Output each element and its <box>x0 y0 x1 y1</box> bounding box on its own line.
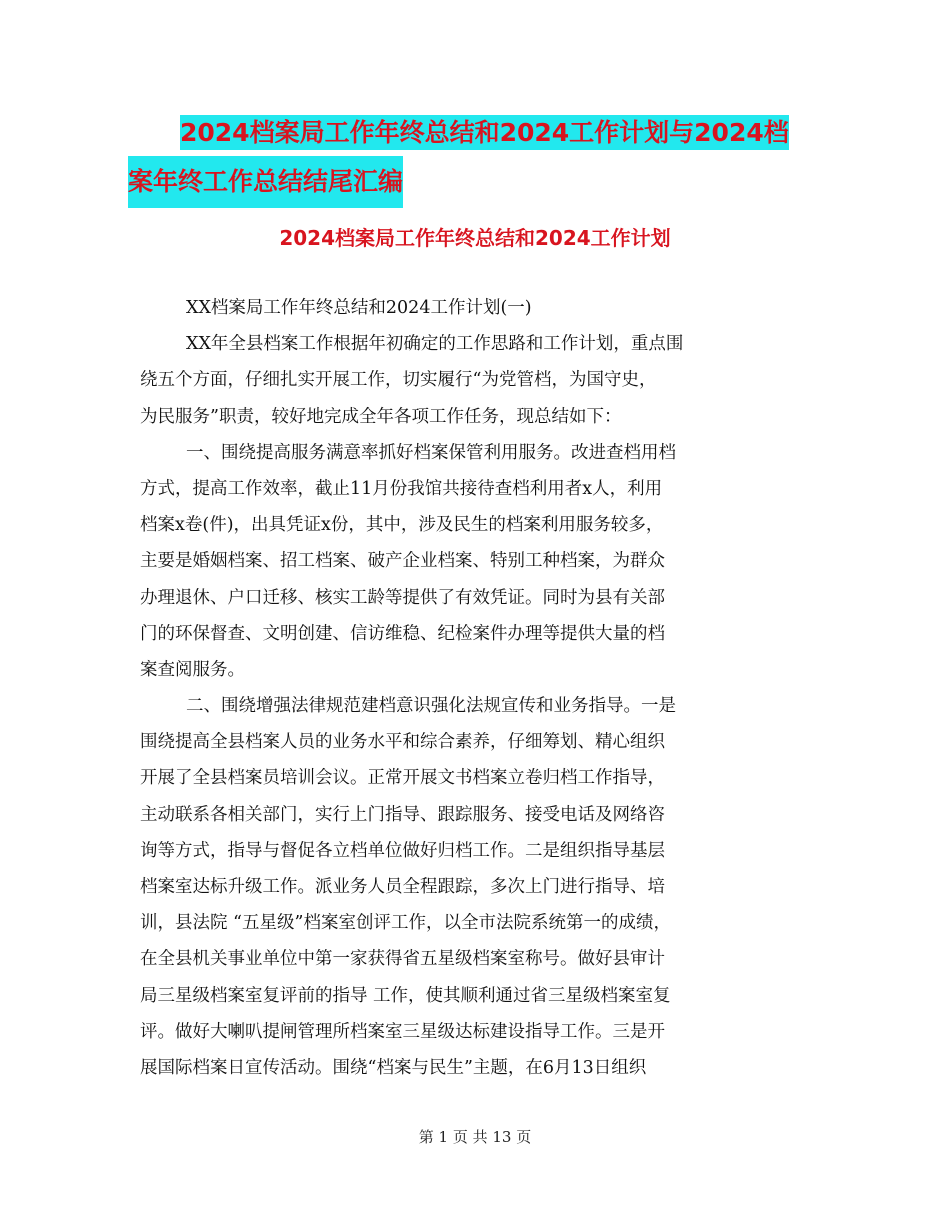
body-line: 询等方式，指导与督促各立档单位做好归档工作。二是组织指导基层 <box>140 840 665 861</box>
document-main-title <box>128 110 820 208</box>
body-line: 展国际档案日宣传活动。围绕“档案与民生”主题，在6月13日组织 <box>140 1057 647 1078</box>
body-line: 档案x卷(件)，出具凭证x份，其中，涉及民生的档案利用服务较多， <box>140 515 664 536</box>
body-text <box>140 290 810 1086</box>
body-line: XX档案局工作年终总结和2024工作计划(一) <box>186 298 532 318</box>
section-title: 2024档案局工作年终总结和2024工作计划 <box>279 226 671 250</box>
body-line: 案查阅服务。 <box>140 659 245 680</box>
body-line: XX年全县档案工作根据年初确定的工作思路和工作计划，重点围 <box>186 334 684 355</box>
body-line: 门的环保督查、文明创建、信访维稳、纪检案件办理等提供大量的档 <box>140 623 665 644</box>
body-line: 办理退休、户口迁移、核实工龄等提供了有效凭证。同时为县有关部 <box>140 587 665 608</box>
page-footer: 第 1 页 共 13 页 <box>418 1128 532 1146</box>
body-line: 开展了全县档案员培训会议。正常开展文书档案立卷归档工作指导， <box>140 768 665 789</box>
main-title-line-2: 案年终工作总结结尾汇编 <box>128 156 403 208</box>
body-line: 方式，提高工作效率，截止11月份我馆共接待查档利用者x人，利用 <box>140 478 663 499</box>
body-line: 局三星级档案室复评前的指导 工作，使其顺利通过省三星级档案室复 <box>140 985 671 1006</box>
body-line: 主要是婚姻档案、招工档案、破产企业档案、特别工种档案，为群众 <box>140 551 665 572</box>
body-line: 评。做好大喇叭提闸管理所档案室三星级达标建设指导工作。三是开 <box>140 1021 665 1042</box>
body-line: 训，县法院 “五星级”档案室创评工作，以全市法院系统第一的成绩， <box>140 913 671 934</box>
body-line: 绕五个方面，仔细扎实开展工作，切实履行“为党管档，为国守史， <box>140 370 657 391</box>
body-line: 档案室达标升级工作。派业务人员全程跟踪，多次上门进行指导、培 <box>140 877 665 897</box>
body-line: 在全县机关事业单位中第一家获得省五星级档案室称号。做好县审计 <box>140 949 665 970</box>
body-line: 二、围绕增强法律规范建档意识强化法规宣传和业务指导。一是 <box>186 696 676 717</box>
body-line: 为民服务”职责，较好地完成全年各项工作任务，现总结如下： <box>140 406 622 427</box>
main-title-line-1: 2024档案局工作年终总结和2024工作计划与2024档 <box>180 115 789 150</box>
body-line: 主动联系各相关部门，实行上门指导、跟踪服务、接受电话及网络咨 <box>140 804 665 825</box>
body-line: 一、围绕提高服务满意率抓好档案保管利用服务。改进查档用档 <box>186 442 676 463</box>
body-line: 围绕提高全县档案人员的业务水平和综合素养，仔细筹划、精心组织 <box>140 732 665 753</box>
